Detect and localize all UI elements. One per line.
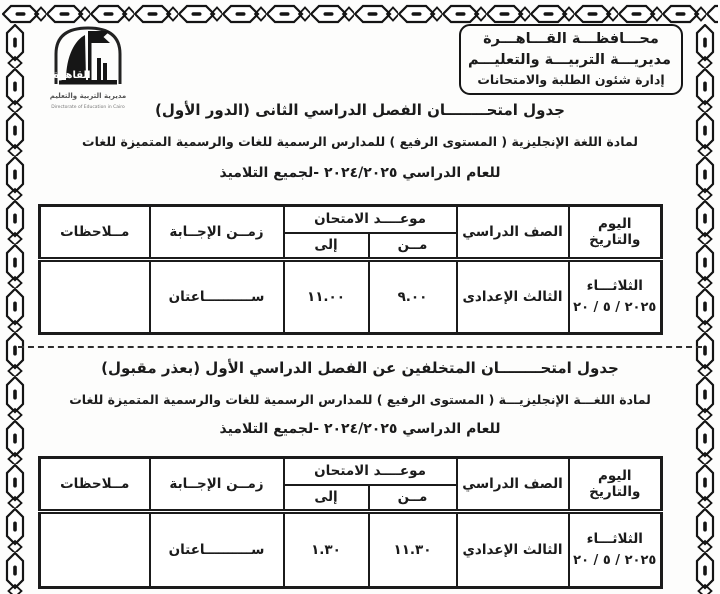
org-directorate-line: مديريـــة التربيـــة والتعليـــم <box>467 52 671 69</box>
col-header-from: مــن <box>369 485 457 512</box>
exam-table-1-container <box>38 204 663 335</box>
col-header-day-date: اليوم والتاريخ <box>569 458 662 512</box>
col-header-from: مــن <box>369 233 457 260</box>
day-name: الثلاثـــاء <box>586 530 643 547</box>
exam-table-1 <box>38 204 663 335</box>
exam-table-2-container <box>38 456 663 589</box>
section1-year-line: للعام الدراسي ٢٠٢٤/٢٠٢٥ -لجميع التلاميذ <box>219 165 501 181</box>
cell-grade: الثالث الإعدادي <box>457 512 569 588</box>
cell-day-date <box>569 260 662 334</box>
exam-table-2 <box>38 456 663 589</box>
col-header-grade: الصف الدراسي <box>457 206 569 260</box>
col-header-to: إلى <box>284 485 369 512</box>
cell-notes <box>40 512 150 588</box>
logo-city-text: القاهرة <box>53 70 91 81</box>
col-header-to: إلى <box>284 233 369 260</box>
col-header-answer-time: زمــن الإجــابة <box>150 458 284 512</box>
col-header-exam-time: موعــــد الامتحان <box>284 206 457 233</box>
cell-time-to: ١.٣٠ <box>284 512 369 588</box>
col-header-exam-time: موعــــد الامتحان <box>284 458 457 485</box>
logo-caption-english: Directorate of Education in Cairo <box>51 105 125 110</box>
col-header-notes: مــلاحظات <box>40 458 150 512</box>
col-header-answer-time: زمــن الإجــابة <box>150 206 284 260</box>
section2-subtitle: لمادة اللغـــة الإنجليزيـــة ( المستوى الرفيع ) للمدارس الرسمية للغات والرسمية المتميزة للغات <box>69 392 651 407</box>
col-header-grade: الصف الدراسي <box>457 458 569 512</box>
ornamental-border-right <box>693 24 717 594</box>
org-department-line: إدارة شئون الطلبة والامتحانات <box>477 72 665 88</box>
cell-time-from: ٩.٠٠ <box>369 260 457 334</box>
cell-answer-time: ســــــــــاعتان <box>150 260 284 334</box>
date-value: ٢٠٢٥ / ٥ / ٢٠ <box>573 299 657 315</box>
day-name: الثلاثـــاء <box>586 277 643 294</box>
org-governorate-line: محـــافظـــة القـــاهـــرة <box>483 31 659 48</box>
col-header-notes: مــلاحظات <box>40 206 150 260</box>
section2-title: جدول امتحــــــــان المتخلفين عن الفصل الدراسي الأول (بعذر مقبول) <box>101 359 619 377</box>
cell-time-to: ١١.٠٠ <box>284 260 369 334</box>
cell-answer-time: ســــــــــاعتان <box>150 512 284 588</box>
date-value: ٢٠٢٥ / ٥ / ٢٠ <box>573 552 657 568</box>
cell-grade: الثالث الإعدادى <box>457 260 569 334</box>
col-header-day-date: اليوم والتاريخ <box>569 206 662 260</box>
logo-flag-shape <box>92 31 111 43</box>
cell-time-from: ١١.٣٠ <box>369 512 457 588</box>
dashed-section-divider <box>18 346 702 348</box>
logo-caption-arabic: مديرية التربية والتعليم <box>49 92 127 100</box>
table-row <box>40 260 662 334</box>
section1-subtitle: لمادة اللغة الإنجليزية ( المستوى الرفيع ) للمدارس الرسمية للغات والرسمية المتميزة للغات <box>82 134 638 149</box>
table-row <box>40 512 662 588</box>
cell-notes <box>40 260 150 334</box>
letterhead-org-box <box>459 24 683 95</box>
ornamental-border-left <box>3 24 27 594</box>
section2-year-line: للعام الدراسي ٢٠٢٤/٢٠٢٥ -لجميع التلاميذ <box>219 421 501 437</box>
cell-day-date <box>569 512 662 588</box>
section1-title: جدول امتحــــــــان الفصل الدراسي الثانى (الدور الأول) <box>155 101 565 119</box>
